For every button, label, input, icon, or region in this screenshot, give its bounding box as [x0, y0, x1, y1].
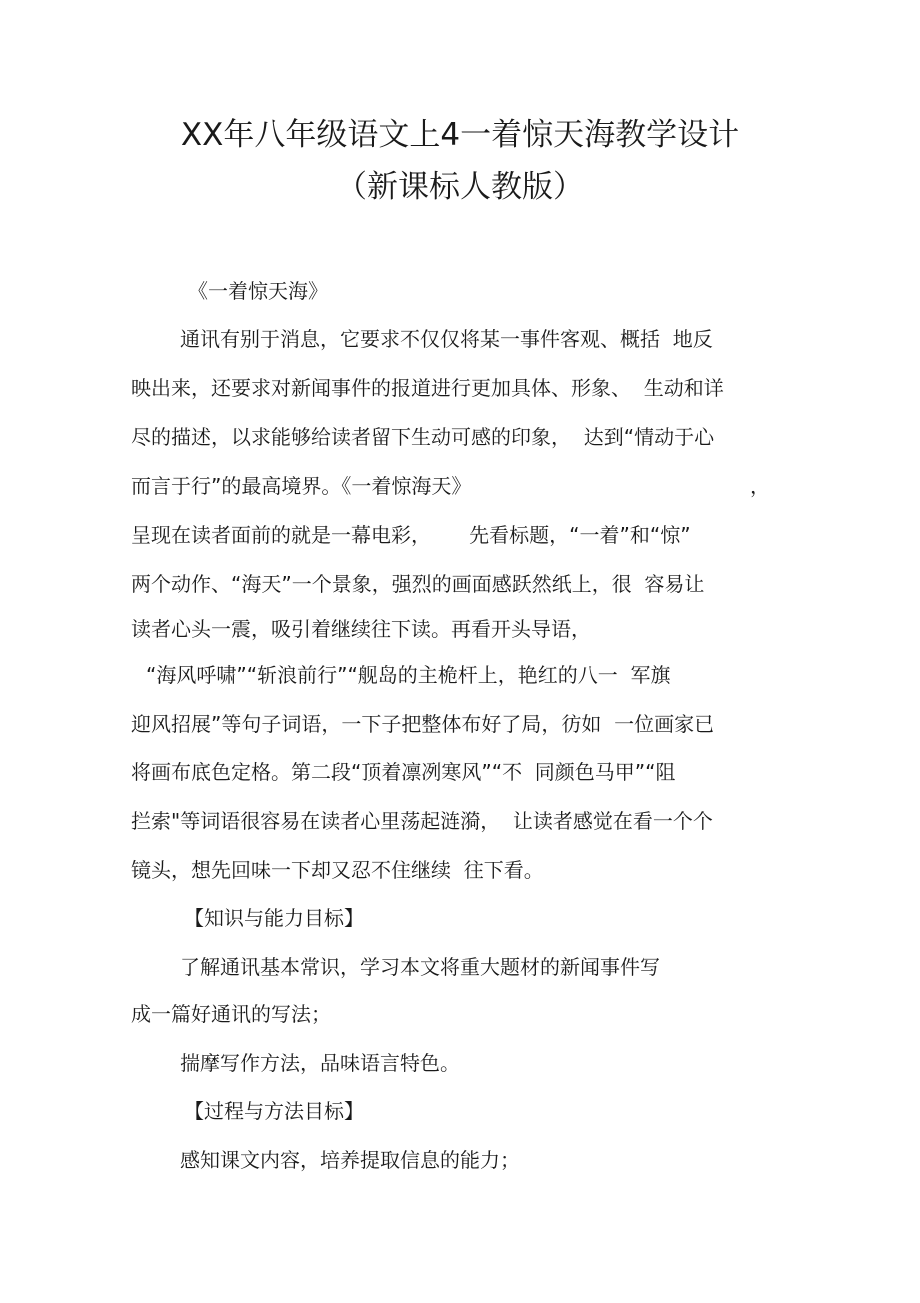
- intro-line: 迎风招展”等句子词语，一下子把整体布好了局，彷如 一位画家已: [131, 712, 715, 736]
- intro-line: 呈现在读者面前的就是一幕电彩， 先看标题，“一着”和“惊”: [131, 523, 691, 547]
- section-heading: 【过程与方法目标】: [184, 1099, 364, 1123]
- intro-line: 而言于行”的最高境界。《一着惊海天》: [131, 474, 472, 498]
- document-subtitle: （新课标人教版）: [336, 169, 584, 205]
- intro-comma: ，: [750, 474, 770, 498]
- intro-line: 通讯有别于消息，它要求不仅仅将某一事件客观、概括 地反: [180, 327, 713, 351]
- intro-line: 将画布底色定格。第二段“顶着凛冽寒风”“不 同颜色马甲”“阻: [131, 760, 676, 784]
- intro-line: 拦索"等词语很容易在读者心里荡起涟漪， 让读者感觉在看一个个: [131, 809, 713, 833]
- intro-line: 镜头，想先回味一下却又忍不住继续 往下看。: [131, 858, 544, 882]
- intro-line: “海风呼啸”“斩浪前行”“舰岛的主桅杆上，艳红的八一 军旗: [146, 663, 671, 687]
- intro-line: 读者心头一震，吸引着继续往下读。再看开头导语，: [131, 617, 591, 641]
- article-heading: 《一着惊天海》: [188, 279, 328, 303]
- objective-line: 了解通讯基本常识，学习本文将重大题材的新闻事件写: [180, 955, 660, 979]
- objective-line: 揣摩写作方法，品味语言特色。: [180, 1051, 460, 1075]
- section-heading: 【知识与能力目标】: [184, 906, 364, 930]
- document-title: XX年八年级语文上4一着惊天海教学设计: [180, 117, 740, 153]
- intro-line: 尽的描述，以求能够给读者留下生动可感的印象， 达到“情动于心: [131, 425, 715, 449]
- objective-line: 成一篇好通讯的写法；: [131, 1002, 331, 1026]
- intro-line: 映出来，还要求对新闻事件的报道进行更加具体、形象、 生动和详: [131, 376, 724, 400]
- objective-line: 感知课文内容，培养提取信息的能力；: [180, 1148, 520, 1172]
- intro-line: 两个动作、“海天”一个景象，强烈的画面感跃然纸上，很 容易让: [131, 572, 705, 596]
